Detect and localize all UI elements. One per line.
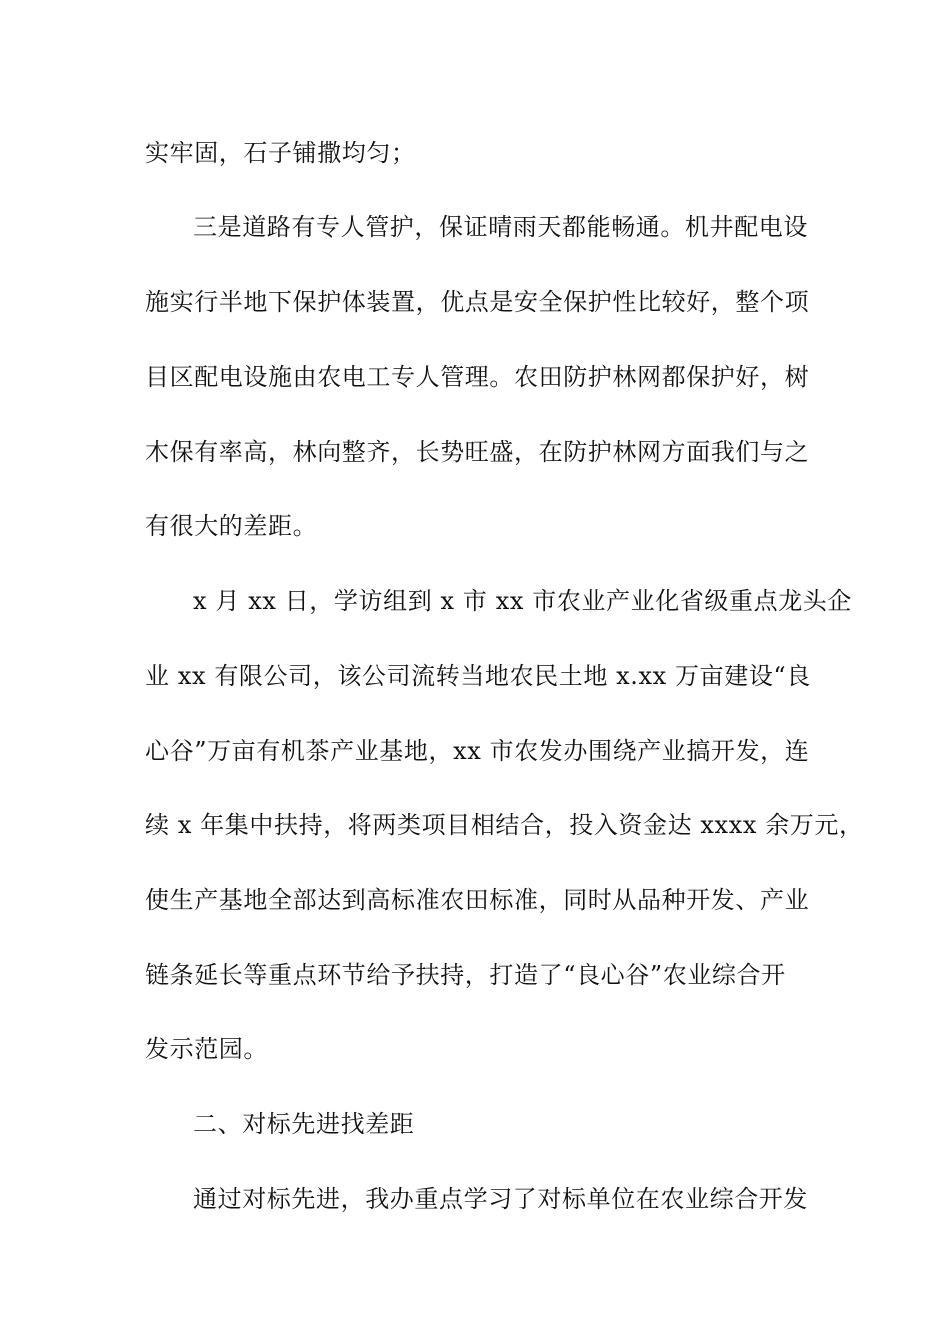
text-line: 木保有率高，林向整齐，长势旺盛，在防护林网方面我们与之 [145,438,810,466]
text-line: 使生产基地全部达到高标准农田标准，同时从品种开发、产业 [145,886,810,914]
text-line: 施实行半地下保护体装置，优点是安全保护性比较好，整个项 [145,288,810,316]
text-line: 链条延长等重点环节给予扶持，打造了“良心谷”农业综合开 [145,961,786,989]
text-line: 发示范园。 [145,1035,268,1063]
text-line: 有很大的差距。 [145,512,318,540]
text-line: 三是道路有专人管护，保证晴雨天都能畅通。机井配电设 [193,213,808,241]
text-line: 目区配电设施由农电工专人管理。农田防护林网都保护好，树 [145,363,810,391]
text-line: 实牢固，石子铺撒均匀； [145,139,416,167]
text-line: 通过对标先进，我办重点学习了对标单位在农业综合开发 [193,1185,808,1213]
text-line: 业 xx 有限公司，该公司流转当地农民土地 x.xx 万亩建设“良 [145,662,811,690]
text-line: x 月 xx 日，学访组到 x 市 xx 市农业产业化省级重点龙头企 [193,587,853,615]
text-line: 续 x 年集中扶持，将两类项目相结合，投入资金达 xxxx 余万元， [145,811,864,839]
section-heading: 二、对标先进找差距 [193,1110,415,1138]
text-line: 心谷”万亩有机茶产业基地，xx 市农发办围绕产业搞开发，连 [145,737,810,765]
